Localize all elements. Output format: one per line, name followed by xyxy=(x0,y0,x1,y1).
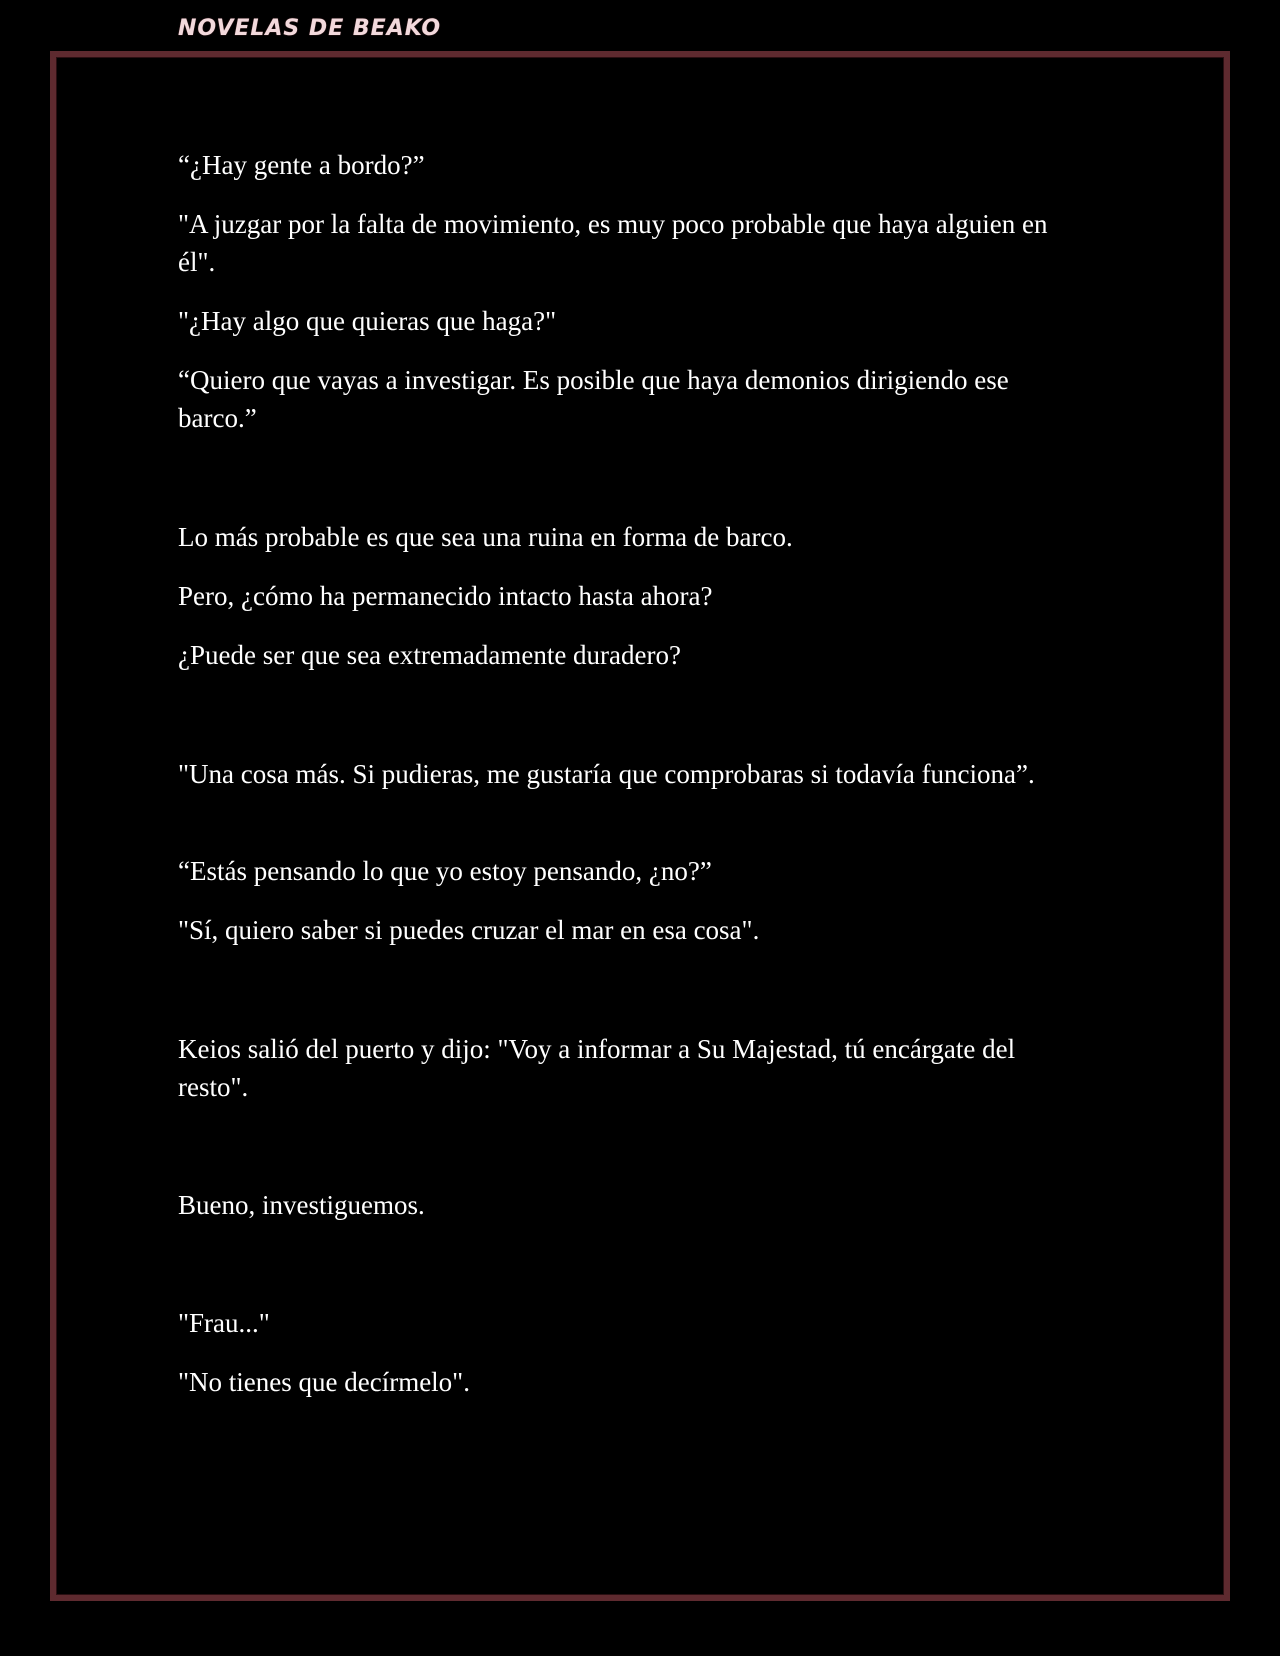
site-title: NOVELAS DE BEAKO xyxy=(178,16,442,41)
paragraph: "Frau..." xyxy=(178,1308,270,1338)
paragraph: ¿Puede ser que sea extremadamente duradero? xyxy=(178,640,681,670)
paragraph: Lo más probable es que sea una ruina en forma de barco. xyxy=(178,522,793,552)
paragraph: Pero, ¿cómo ha permanecido intacto hasta ahora? xyxy=(178,581,713,611)
paragraph: "No tienes que decírmelo". xyxy=(178,1367,470,1397)
paragraph: “Quiero que vayas a investigar. Es posible que haya demonios dirigiendo ese barco.” xyxy=(178,365,1009,433)
paragraph: Bueno, investiguemos. xyxy=(178,1190,425,1220)
paragraph: "¿Hay algo que quieras que haga?" xyxy=(178,306,557,336)
paragraph: "Sí, quiero saber si puedes cruzar el mar en esa cosa". xyxy=(178,915,760,945)
paragraph: “Estás pensando lo que yo estoy pensando, ¿no?” xyxy=(178,856,712,886)
paragraph: Keios salió del puerto y dijo: "Voy a informar a Su Majestad, tú encárgate del resto". xyxy=(178,1034,1016,1102)
paragraph: "Una cosa más. Si pudieras, me gustaría que comprobaras si todavía funciona”. xyxy=(178,759,1035,789)
paragraph: “¿Hay gente a bordo?” xyxy=(178,150,425,180)
paragraph: "A juzgar por la falta de movimiento, es muy poco probable que haya alguien en él". xyxy=(178,209,1048,277)
